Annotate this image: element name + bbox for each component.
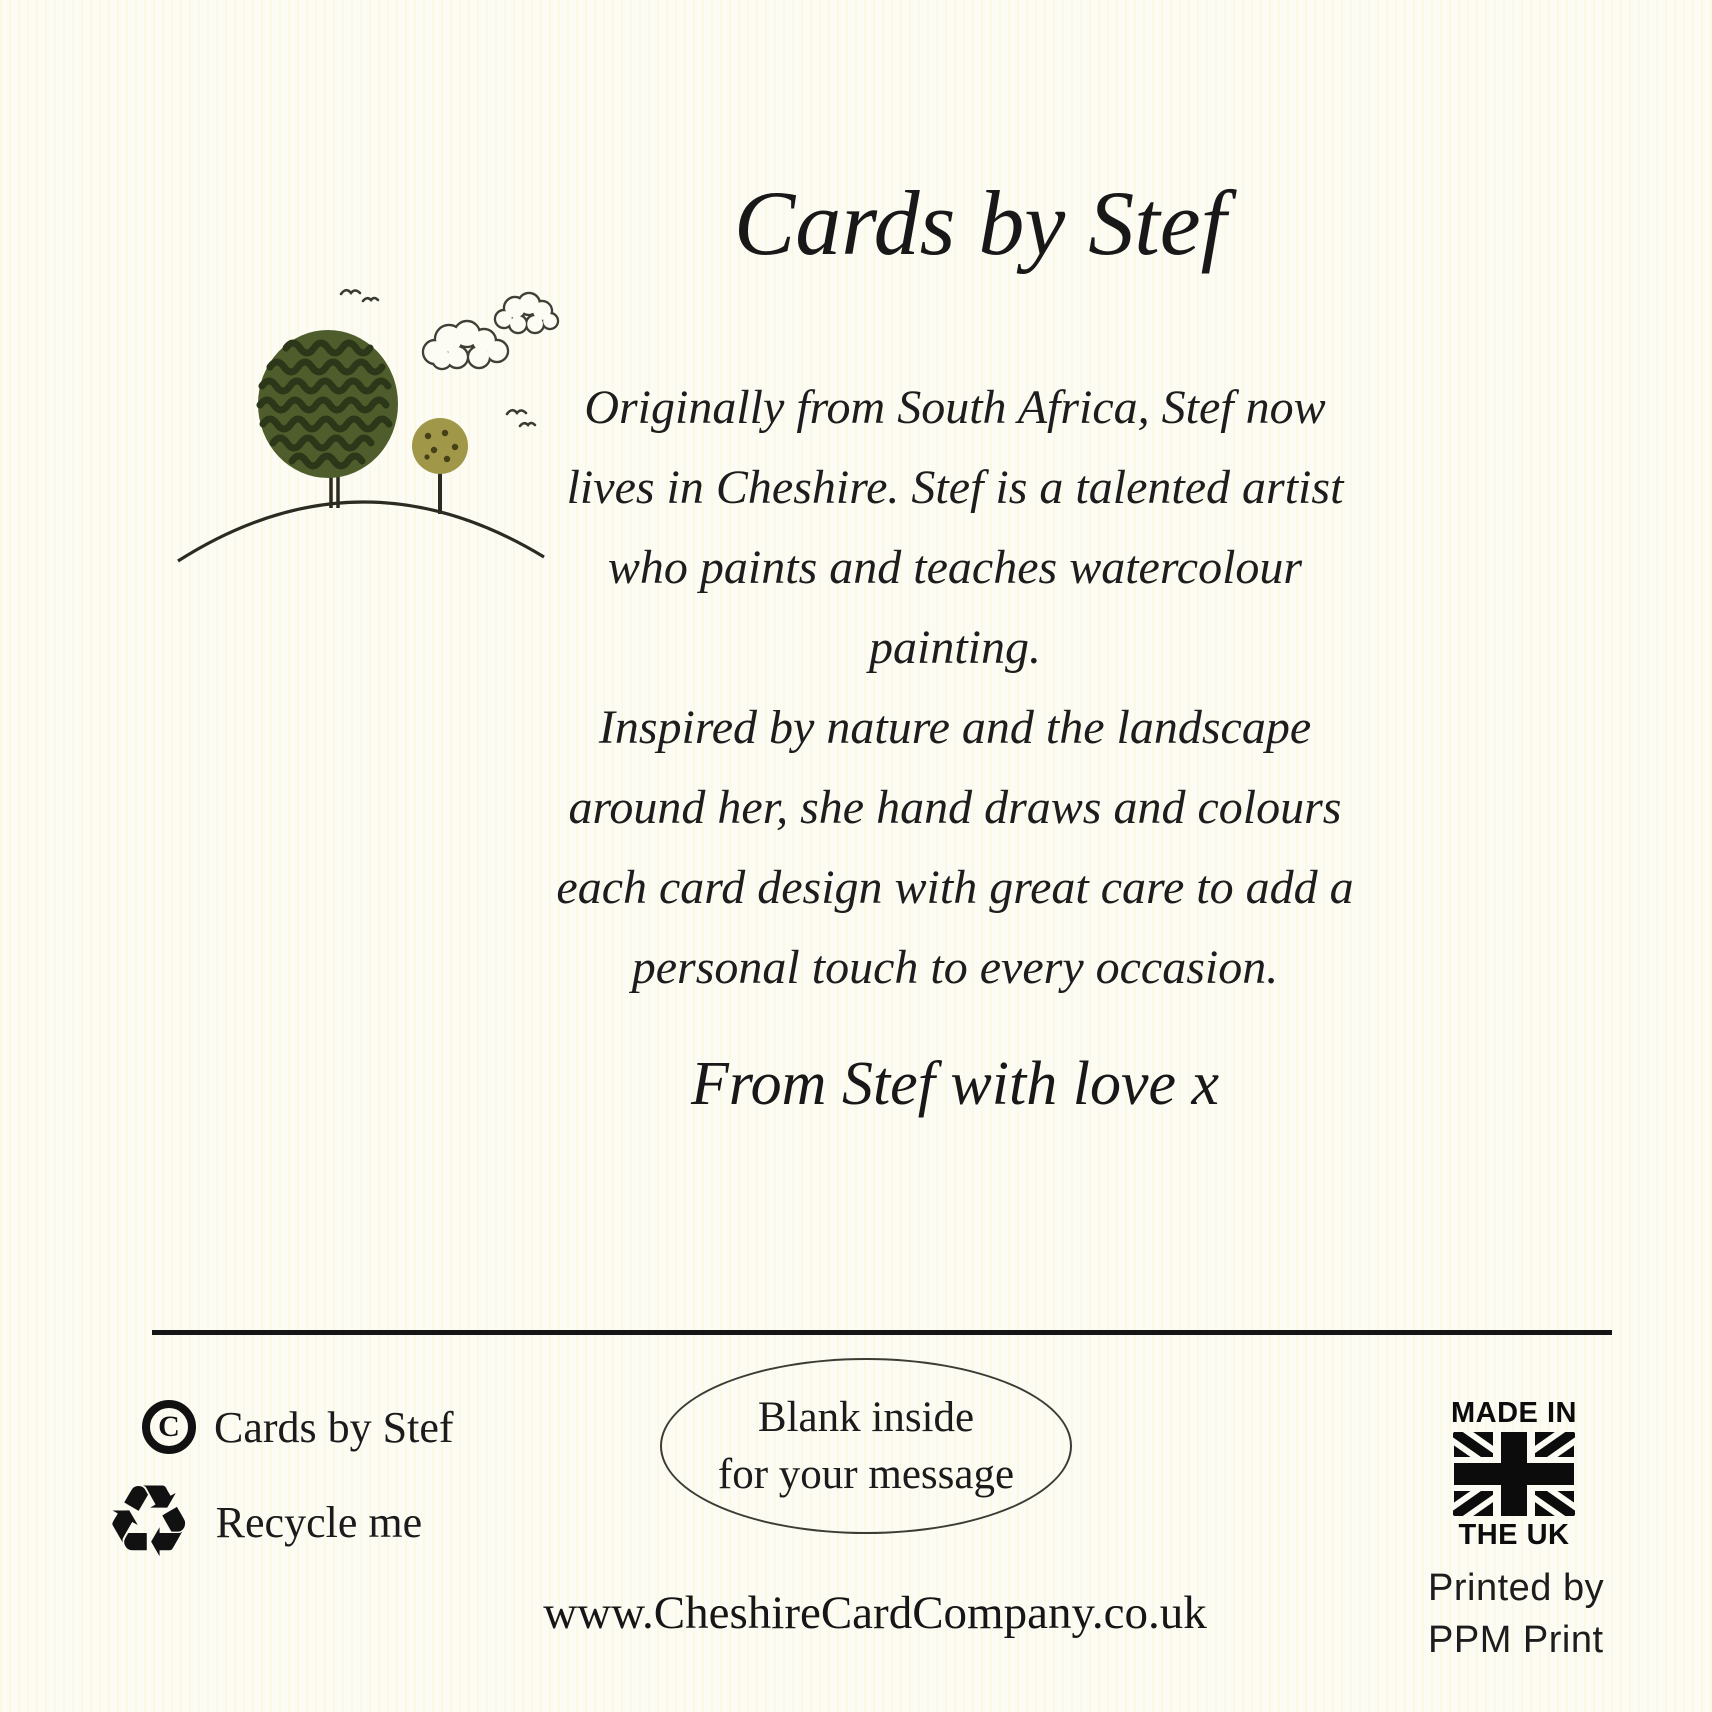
about-line: painting. [868,621,1041,674]
made-in-label: MADE IN [1451,1397,1577,1429]
about-line: Inspired by nature and the landscape [598,701,1312,754]
recycle-line [104,1463,423,1580]
signoff-text: From Stef with love x [690,1050,1220,1118]
printed-by-line-2: PPM Print [1428,1619,1604,1661]
copyright-line [142,1400,454,1454]
about-text [475,368,1435,1008]
recycle-text: Recycle me [215,1497,423,1547]
about-line: personal touch to every occasion. [631,941,1279,994]
about-line: who paints and teaches watercolour [607,541,1303,594]
bird-icon [341,290,378,301]
about-line: Originally from South Africa, Stef now [584,381,1326,434]
oval-line-2: for your message [717,1451,1015,1498]
the-uk-label: THE UK [1458,1519,1570,1551]
about-line: lives in Cheshire. Stef is a talented artist [566,461,1344,514]
footer-divider [152,1330,1612,1335]
cloud-icon [495,293,558,333]
brand-title: Cards by Stef [733,172,1227,274]
oval-line-1: Blank inside [757,1394,975,1441]
about-line: each card design with great care to add a [556,861,1354,914]
small-tree-icon [412,418,468,514]
website-text: www.CheshireCardCompany.co.uk [543,1587,1207,1639]
recycle-icon: ♻ [104,1463,194,1580]
blank-inside-oval [660,1358,1072,1534]
printed-by-line-1: Printed by [1428,1567,1605,1609]
copyright-text: Cards by Stef [214,1402,454,1452]
about-line: around her, she hand draws and colours [568,781,1342,834]
uk-flag-icon [1453,1432,1575,1516]
made-in-uk-badge [1438,1398,1590,1550]
cloud-icon [423,321,508,369]
copyright-icon: C [142,1400,196,1454]
large-tree-icon [258,330,398,508]
printed-by-text [1428,1562,1604,1666]
